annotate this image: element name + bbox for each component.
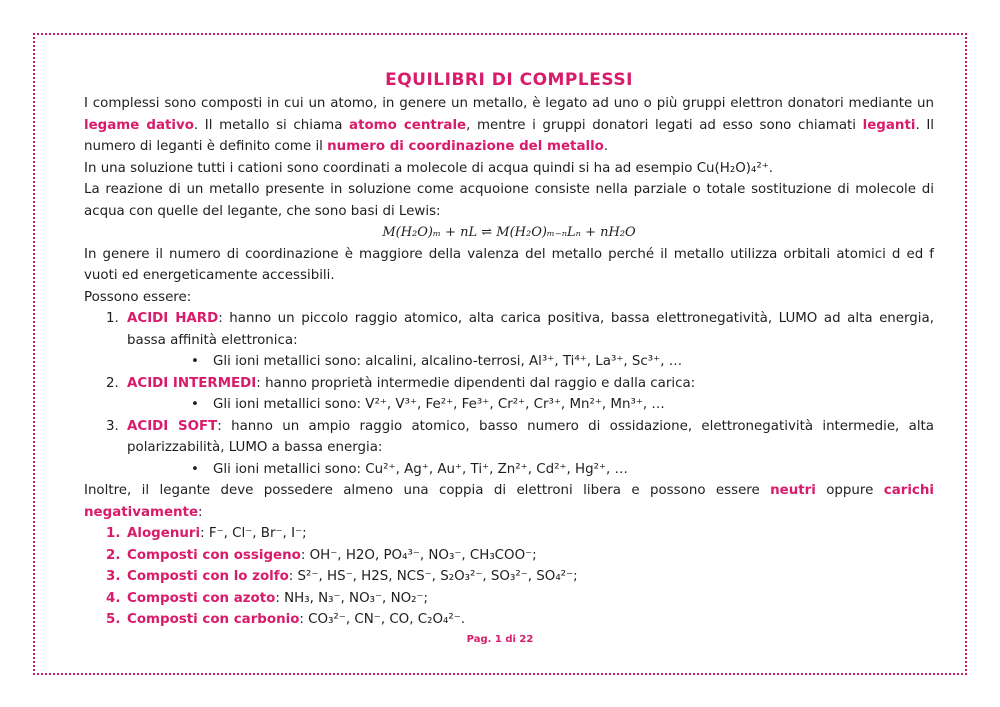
list-number: 1.: [106, 526, 121, 541]
ions-list: [127, 351, 934, 373]
term-legame-dativo: legame dativo: [84, 117, 194, 133]
list-number: 1.: [106, 311, 119, 326]
coordination-paragraph: In genere il numero di coordinazione è maggiore della valenza del metallo perché il metallo utilizza orbitali atomici d ed f vuoti ed energeticamente accessibili.: [84, 246, 934, 283]
intro-text-3: , mentre i gruppi donatori legati ad esso sono chiamati: [466, 117, 863, 133]
reaction-paragraph: La reazione di un metallo presente in soluzione come acquoione consiste nella parziale o totale sostituzione di molecole di acqua con quelle del legante, che sono basi di Lewis:: [84, 182, 934, 219]
solution-paragraph: In una soluzione tutti i cationi sono coordinati a molecole di acqua quindi si ha ad esempio Cu(H₂O)₄²⁺.: [84, 160, 774, 176]
intro-text-2: . Il metallo si chiama: [193, 117, 350, 133]
list-number: 5.: [106, 612, 121, 627]
ligand-item: [84, 566, 934, 588]
ions-item: [127, 351, 934, 373]
ligand-name: Composti con ossigeno: [127, 547, 301, 563]
acid-name: ACIDI INTERMEDI: [127, 375, 257, 391]
list-number: 3.: [106, 569, 121, 584]
list-number: 2.: [106, 375, 119, 391]
ligand-item: [84, 609, 934, 631]
ligand-items: : CO₃²⁻, CN⁻, CO, C₂O₄²⁻.: [299, 612, 466, 627]
reaction-equation: M(H₂O)ₘ + nL ⇌ M(H₂O)ₘ₋ₙLₙ + nH₂O: [382, 225, 636, 240]
ligand-name: Composti con lo zolfo: [127, 569, 289, 584]
bullet-icon: •: [191, 461, 199, 477]
page-number: Pag. 1 di 22: [466, 634, 534, 645]
ions-list: [127, 459, 934, 481]
possono-label: Possono essere:: [84, 289, 192, 305]
acid-item-soft: [84, 416, 934, 481]
list-number: 3.: [106, 418, 119, 434]
ligand-intro-paragraph: [84, 480, 934, 523]
bullet-icon: •: [191, 354, 199, 369]
ions-item: [127, 459, 934, 481]
bullet-icon: •: [191, 397, 199, 412]
acid-name: ACIDI HARD: [127, 311, 219, 326]
term-atomo-centrale: atomo centrale: [349, 117, 467, 133]
ligand-intro-text-1: Inoltre, il legante deve possedere almeno una coppia di elettroni libera e possono essere: [84, 483, 771, 498]
acid-item-hard: [84, 308, 934, 373]
ligand-items: : NH₃, N₃⁻, NO₃⁻, NO₂⁻;: [275, 590, 429, 606]
acid-desc: : hanno proprietà intermedie dipendenti dal raggio e dalla carica:: [256, 375, 696, 391]
ligand-intro-text-3: :: [198, 504, 203, 520]
term-neutri: neutri: [770, 483, 816, 498]
ligand-item: [84, 523, 934, 545]
ions-text: Gli ioni metallici sono: alcalini, alcalino-terrosi, Al³⁺, Ti⁴⁺, La³⁺, Sc³⁺, …: [213, 354, 683, 369]
ligand-list: [84, 523, 934, 631]
ligand-items: : OH⁻, H2O, PO₄³⁻, NO₃⁻, CH₃COO⁻;: [300, 547, 537, 563]
document-body: [84, 68, 934, 631]
term-numero-coordinazione: numero di coordinazione del metallo: [327, 139, 604, 154]
acid-name: ACIDI SOFT: [127, 418, 218, 434]
acid-desc: : hanno un ampio raggio atomico, basso numero di ossidazione, elettronegatività intermedie, alta polarizzabilità, LUMO a bassa energia:: [127, 418, 934, 455]
ions-text: Gli ioni metallici sono: V²⁺, V³⁺, Fe²⁺, Fe³⁺, Cr²⁺, Cr³⁺, Mn²⁺, Mn³⁺, …: [213, 397, 665, 412]
intro-text-5: .: [603, 139, 609, 154]
ligand-name: Alogenuri: [127, 526, 201, 541]
intro-text-4: . Il numero di leganti è definito come il: [84, 117, 935, 154]
ions-text: Gli ioni metallici sono: Cu²⁺, Ag⁺, Au⁺, Ti⁺, Zn²⁺, Cd²⁺, Hg²⁺, …: [213, 461, 628, 477]
acid-list: [84, 308, 934, 480]
ligand-item: [84, 545, 934, 567]
ligand-intro-text-2: oppure: [815, 483, 884, 498]
ions-item: [127, 394, 934, 416]
ligand-name: Composti con carbonio: [127, 612, 300, 627]
ligand-name: Composti con azoto: [127, 590, 276, 606]
ligand-items: : S²⁻, HS⁻, H2S, NCS⁻, S₂O₃²⁻, SO₃²⁻, SO₄²⁻;: [288, 569, 578, 584]
ligand-items: : F⁻, Cl⁻, Br⁻, I⁻;: [200, 526, 307, 541]
list-number: 2.: [106, 547, 121, 563]
list-number: 4.: [106, 590, 121, 606]
intro-text-1: I complessi sono composti in cui un atomo, in genere un metallo, è legato ad uno o più gruppi elettron donatori mediante un: [84, 96, 934, 111]
page-title: EQUILIBRI DI COMPLESSI: [385, 70, 633, 90]
term-leganti: leganti: [862, 117, 916, 133]
acid-desc: : hanno un piccolo raggio atomico, alta carica positiva, bassa elettronegatività, LUMO ad alta energia, bassa affinità elettronica:: [127, 311, 934, 348]
ions-list: [127, 394, 934, 416]
term-carichi-negativamente: carichi negativamente: [84, 483, 934, 520]
ligand-item: [84, 588, 934, 610]
intro-paragraph: [84, 93, 934, 158]
acid-item-intermedi: [84, 373, 934, 416]
